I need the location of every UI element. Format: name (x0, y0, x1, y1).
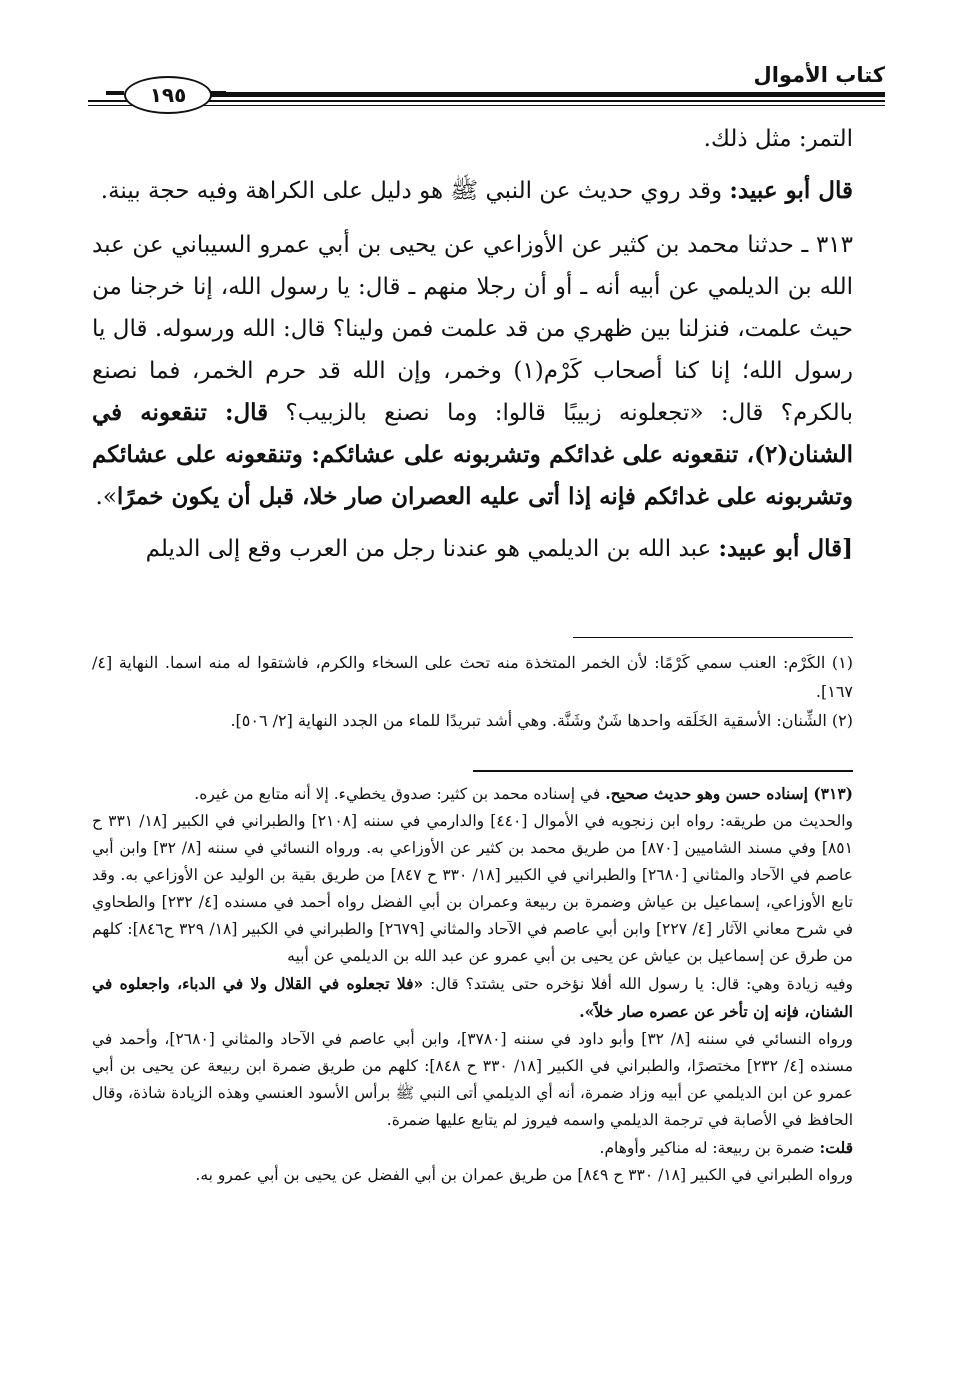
takhrij-para-3-bold: «فلا تجعلوه في القلال ولا في الدباء، واجعلوه في الشنان، فإنه إن تأخر عن عصره صار خلاً». (92, 974, 853, 1021)
hadith-313-bold: قال: تنقعونه في الشنان(٢)، تنقعونه على غدائكم وتشربونه على عشائكم: وتنقعونه على عشائكم وتشربونه على غدائكم فإنه إذا أتى عليه العصران صار خلا، قبل أن يكون خمرًا (92, 399, 853, 510)
speaker-label: قال أبو عبيد: (729, 177, 853, 204)
paragraph-2 (92, 170, 853, 212)
page-header (88, 60, 885, 108)
main-text (92, 118, 853, 580)
paragraph-1: التمر: مثل ذلك. (703, 126, 853, 152)
takhrij-rule (473, 770, 853, 772)
hadith-313-text: ٣١٣ ـ حدثنا محمد بن كثير عن الأوزاعي عن يحيى بن أبي عمرو السيباني عن عبد الله بن الديلمي عن أبيه أنه ـ أو أن رجلا منهم ـ قال: يا رسول الله، إنا خرجنا من حيث علمت، فنزلنا بين ظهري من قد علمت فمن ولينا؟ قال: الله ورسوله. قال يا رسول الله؛ إنا كنا أصحاب كَرْم(١) وخمر، وإن الله قد حرم الخمر، فما نصنع بالكرم؟ قال: «تجعلونه زبيبًا قالوا: وما نصنع بالزبيب؟ (92, 232, 854, 426)
page-number: ١٩٥ (124, 76, 212, 114)
oval-ornament-left (106, 91, 124, 95)
paragraph-2-text: وقد روي حديث عن النبي ﷺ هو دليل على الكراهة وفيه حجة بينة. (100, 178, 730, 204)
paragraph-4-text: عبد الله بن الديلمي هو عندنا رجل من العرب وقع إلى الديلم (145, 536, 719, 562)
speaker-label-2: [قال أبو عبيد: (718, 535, 853, 562)
footnote-rule (573, 637, 853, 638)
takhrij-heading: (٣١٣) إسناده حسن وهو حديث صحيح. (605, 784, 853, 803)
takhrij-para-5-label: قلت: (819, 1138, 853, 1157)
book-title: كتاب الأموال (753, 63, 885, 87)
footnote-1: (١) الكَرْم: العنب سمي كَرْمًا: لأن الخمر المتخذة منه تحث على السخاء والكرم، فاشتقوا له منه اسما. النهاية [٤/ ١٦٧]. (92, 653, 853, 701)
header-rule-hairline (88, 105, 885, 106)
takhrij-para-2: والحديث من طريقه: رواه ابن زنجويه في الأموال [٤٤٠] والدارمي في سننه [٢١٠٨] والطبراني في الكبير [١٨/ ٣٣١ ح ٨٥١] وفي مسند الشاميين [٨٧٠] من طريق محمد بن كثير عن الأوزاعي به. ورواه النسائي في سننه [٨/ ٣٢] وابن أبي عاصم في الآحاد والمثاني [٢٦٨٠] والطبراني في الكبير [١٨/ ٣٣٠ ح ٨٤٧] من طريق بقية بن الوليد عن الأوزاعي به. وقد تابع الأوزاعي، إسماعيل بن عياش وضمرة بن ربيعة وعمران بن أبي الفضل رواه أحمد في مسنده [٤/ ٢٣٢] والطحاوي في شرح معاني الآثار [٤/ ٢٢٧] وابن أبي عاصم في الآحاد والمثاني [٢٦٧٩] والطبراني في الكبير [١٨/ ٣٢٩ ح٨٤٦]: كلهم من طرق عن إسماعيل بن عياش عن يحيى بن أبي عمرو عن عبد الله بن الديلمي عن أبيه (92, 812, 854, 965)
header-rule-thick (208, 92, 885, 97)
takhrij-para-3-text: وفيه زيادة وهي: قال: يا رسول الله أفلا نؤخره حتى يشتد؟ قال: (423, 975, 853, 993)
takhrij-para-1 (92, 780, 853, 808)
footnote-2: (٢) الشِّنان: الأسقية الخَلَقه واحدها شَنٌ وشَنَّة. وهي أشد تبريدًا للماء من الجدد النهاية [٢/ ٥٠٦]. (230, 711, 853, 730)
takhrij-para-1-text: في إسناده محمد بن كثير: صدوق يخطيء. إلا أنه متابع من غيره. (194, 785, 606, 803)
takhrij-para-5-text: ضمرة بن ربيعة: له مناكير وأوهام. (599, 1139, 820, 1157)
takhrij-commentary (92, 780, 853, 1189)
takhrij-para-5 (92, 1134, 853, 1162)
footnotes (92, 648, 853, 735)
paragraph-4 (92, 528, 853, 570)
takhrij-para-3 (92, 970, 853, 1026)
takhrij-para-6: ورواه الطبراني في الكبير [١٨/ ٣٣٠ ح ٨٤٩] من طريق عمران بن أبي الفضل عن يحيى بن أبي عمرو به. (195, 1166, 853, 1184)
takhrij-para-4: ورواه النسائي في سننه [٨/ ٣٢] وأبو داود في سننه [٣٧٨٠]، وابن أبي عاصم في الآحاد والمثاني [٢٦٨٠]، وأحمد في مسنده [٤/ ٢٣٢] مختصرًا، والطبراني في الكبير [١٨/ ٣٣٠ ح ٨٤٨]: كلهم من طريق ضمرة ابن ربيعة عن يحيى بن أبي عمرو عن ابن الديلمي عن أبيه وزاد ضمرة، أنه أي الديلمي أتى النبي ﷺ برأس الأسود العنسي وهذه الزيادة شاذة، وقال الحافظ في الأصابة في ترجمة الديلمي واسمه فيروز لم يتابع عليها ضمرة. (92, 1030, 854, 1129)
hadith-313-end: ». (95, 484, 117, 510)
hadith-313 (92, 224, 853, 518)
